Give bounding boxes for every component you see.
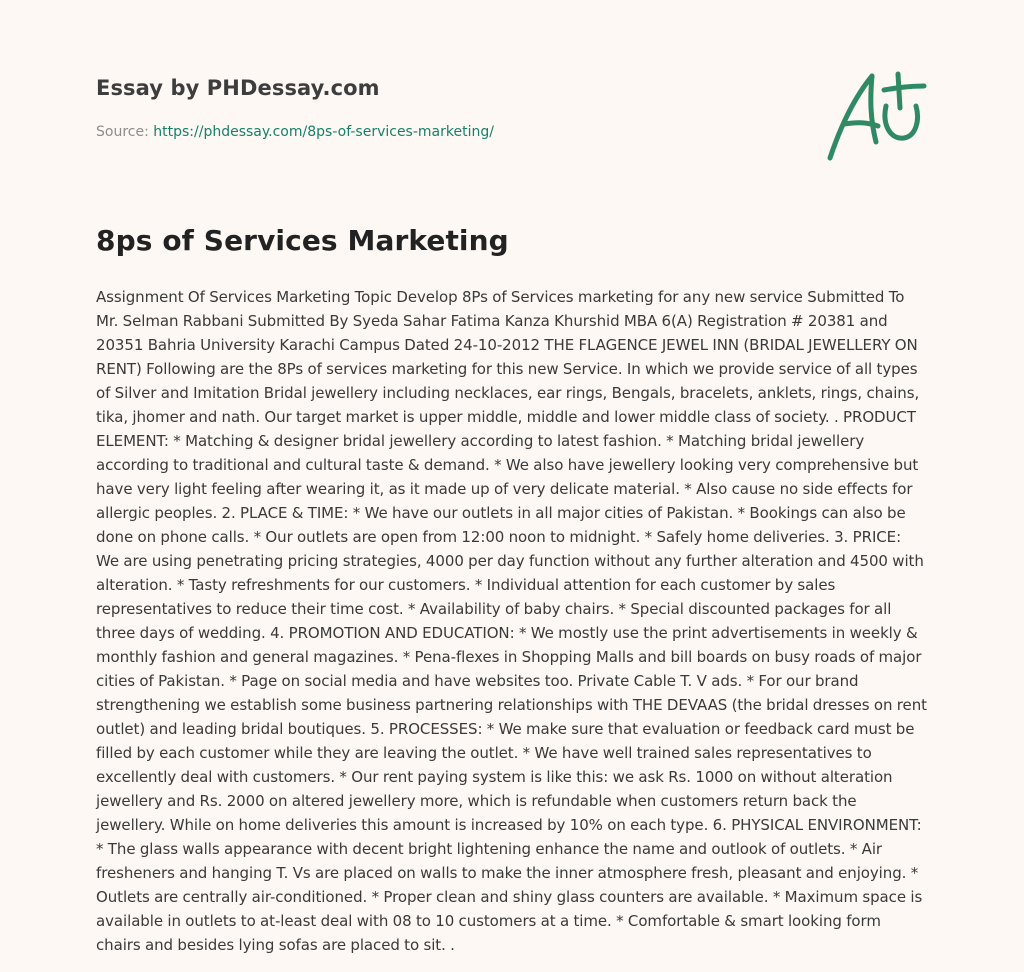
source-line: [96, 124, 494, 140]
site-brand-heading: Essay by PHDessay.com: [96, 76, 380, 100]
article-title: 8ps of Services Marketing: [96, 224, 509, 257]
source-link[interactable]: https://phdessay.com/8ps-of-services-marketing/: [153, 124, 494, 140]
a-plus-logo-icon: [820, 68, 930, 164]
source-label: Source:: [96, 124, 154, 140]
article-body: Assignment Of Services Marketing Topic Develop 8Ps of Services marketing for any new service Submitted To Mr. Selman Rabbani Submitted By Syeda Sahar Fatima Kanza Khurshid MBA 6(A) Registration # 20381 and 20351 Bahria University Karachi Campus Dated 24-10-2012 THE FLAGENCE JEWEL INN (BRIDAL JEWELLERY ON RENT) Following are the 8Ps of services marketing for this new Service. In which we provide service of all types of Silver and Imitation Bridal jewellery including necklaces, ear rings, Bengals, bracelets, anklets, rings, chains, tika, jhomer and nath. Our target market is upper middle, middle and lower middle class of society. . PRODUCT ELEMENT: * Matching & designer bridal jewellery according to latest fashion. * Matching bridal jewellery according to traditional and cultural taste & demand. * We also have jewellery looking very comprehensive but have very light feeling after wearing it, as it made up of very delicate material. * Also cause no side effects for allergic peoples. 2. PLACE & TIME: * We have our outlets in all major cities of Pakistan. * Bookings can also be done on phone calls. * Our outlets are open from 12:00 noon to midnight. * Safely home deliveries. 3. PRICE: We are using penetrating pricing strategies, 4000 per day function without any further alteration and 4500 with alteration. * Tasty refreshments for our customers. * Individual attention for each customer by sales representatives to reduce their time cost. * Availability of baby chairs. * Special discounted packages for all three days of wedding. 4. PROMOTION AND EDUCATION: * We mostly use the print advertisements in weekly & monthly fashion and general magazines. * Pena-flexes in Shopping Malls and bill boards on busy roads of major cities of Pakistan. * Page on social media and have websites too. Private Cable T. V ads. * For our brand strengthening we establish some business partnering relationships with THE DEVAAS (the bridal dresses on rent outlet) and leading bridal boutiques. 5. PROCESSES: * We make sure that evaluation or feedback card must be filled by each customer while they are leaving the outlet. * We have well trained sales representatives to excellently deal with customers. * Our rent paying system is like this: we ask Rs. 1000 on without alteration jewellery and Rs. 2000 on altered jewellery more, which is refundable when customers return back the jewellery. While on home deliveries this amount is increased by 10% on each type. 6. PHYSICAL ENVIRONMENT: * The glass walls appearance with decent bright lightening enhance the name and outlook of outlets. * Air fresheners and hanging T. Vs are placed on walls to make the inner atmosphere fresh, pleasant and enjoying. * Outlets are centrally air-conditioned. * Proper clean and shiny glass counters are available. * Maximum space is available in outlets to at-least deal with 08 to 10 customers at a time. * Comfortable & smart looking form chairs and besides lying sofas are placed to sit. .: [96, 288, 927, 954]
